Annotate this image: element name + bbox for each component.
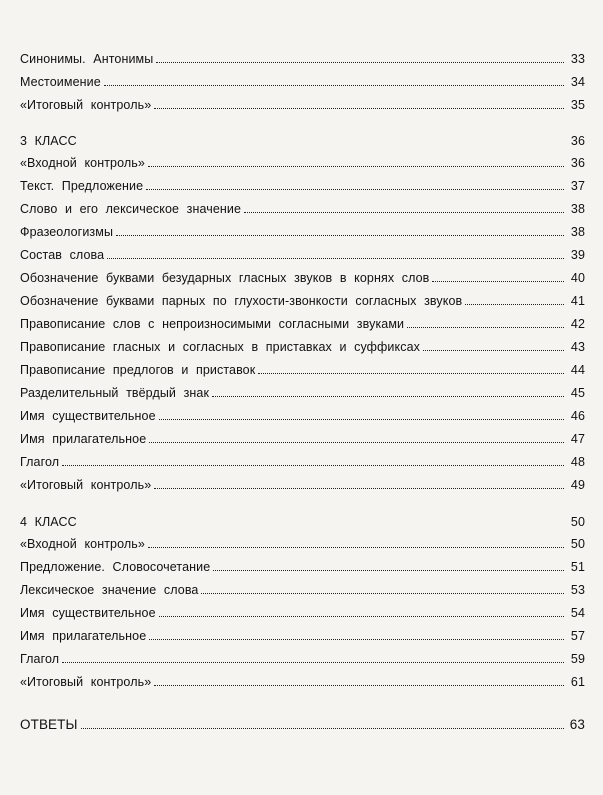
- toc-entry-title: Синонимы. Антонимы: [20, 52, 154, 66]
- toc-entry-title: Местоимение: [20, 75, 101, 89]
- toc-entry-page: 50: [570, 515, 585, 529]
- dot-leader: [148, 165, 564, 167]
- toc-entry-answers[interactable]: [20, 710, 585, 732]
- dot-leader: [116, 234, 564, 236]
- dot-leader: [154, 487, 564, 489]
- dot-leader: [159, 418, 564, 420]
- toc-entry-title: Слово и его лексическое значение: [20, 202, 242, 216]
- dot-leader: [146, 188, 564, 190]
- toc-entry-title: Состав слова: [20, 248, 105, 262]
- dot-leader: [432, 280, 564, 282]
- toc-entry-pronoun[interactable]: [20, 67, 585, 89]
- toc-entry-title: «Входной контроль»: [20, 537, 145, 551]
- toc-entry-page: 51: [570, 560, 585, 574]
- toc-entry-word-lexical-meaning[interactable]: [20, 194, 585, 216]
- toc-entry-adjective-grade3[interactable]: [20, 424, 585, 446]
- toc-entry-title: «Итоговый контроль»: [20, 98, 152, 112]
- toc-entry-page: 42: [570, 317, 585, 331]
- toc-section-grade4[interactable]: [20, 507, 585, 529]
- toc-entry-lexical-meaning[interactable]: [20, 575, 585, 597]
- toc-entry-title: Правописание гласных и согласных в приставках и суффиксах: [20, 340, 420, 354]
- toc-entry-title: Фразеологизмы: [20, 225, 114, 239]
- toc-entry-title: Предложение. Словосочетание: [20, 560, 211, 574]
- toc-entry-title: «Входной контроль»: [20, 156, 145, 170]
- toc-entry-final-control-grade3[interactable]: [20, 470, 585, 492]
- toc-entry-title: Имя прилагательное: [20, 629, 147, 643]
- dot-leader: [149, 441, 564, 443]
- dot-leader: [159, 615, 564, 617]
- toc-entry-page: 36: [570, 134, 585, 148]
- dot-leader: [154, 107, 564, 109]
- toc-entry-title: Разделительный твёрдый знак: [20, 386, 210, 400]
- toc-entry-title: Правописание предлогов и приставок: [20, 363, 256, 377]
- toc-entry-page: 59: [570, 652, 585, 666]
- toc-entry-entry-control-grade4[interactable]: [20, 529, 585, 551]
- dot-leader: [148, 546, 564, 548]
- toc-entry-noun-grade3[interactable]: [20, 401, 585, 423]
- dot-leader: [81, 727, 564, 729]
- toc-entry-title: Правописание слов с непроизносимыми согласными звуками: [20, 317, 405, 331]
- toc-entry-paired-consonants[interactable]: [20, 286, 585, 308]
- toc-entry-final-control-grade4[interactable]: [20, 667, 585, 689]
- toc-entry-page: 44: [570, 363, 585, 377]
- toc-entry-phraseology[interactable]: [20, 217, 585, 239]
- blank-leader: [80, 144, 564, 145]
- toc-entry-text-sentence[interactable]: [20, 171, 585, 193]
- toc-entry-hard-sign[interactable]: [20, 378, 585, 400]
- toc-entry-noun-grade4[interactable]: [20, 598, 585, 620]
- toc-entry-page: 47: [570, 432, 585, 446]
- dot-leader: [201, 592, 564, 594]
- toc-entry-verb-grade4[interactable]: [20, 644, 585, 666]
- blank-leader: [80, 525, 564, 526]
- toc-entry-synonyms-antonyms[interactable]: [20, 44, 585, 66]
- toc-section-grade3[interactable]: [20, 126, 585, 148]
- toc-entry-final-control-grade2[interactable]: [20, 90, 585, 112]
- toc-entry-page: 53: [570, 583, 585, 597]
- toc-entry-title: Имя существительное: [20, 606, 156, 620]
- toc-entry-page: 63: [569, 717, 585, 732]
- toc-entry-page: 34: [570, 75, 585, 89]
- toc-entry-page: 50: [570, 537, 585, 551]
- toc-entry-title: ОТВЕТЫ: [20, 717, 78, 732]
- toc-entry-unstressed-vowels[interactable]: [20, 263, 585, 285]
- dot-leader: [107, 257, 564, 259]
- toc-entry-title: Лексическое значение слова: [20, 583, 199, 597]
- dot-leader: [154, 684, 564, 686]
- dot-leader: [156, 61, 564, 63]
- toc-entry-title: Имя прилагательное: [20, 432, 147, 446]
- dot-leader: [149, 638, 564, 640]
- toc-entry-page: 54: [570, 606, 585, 620]
- toc-entry-page: 40: [570, 271, 585, 285]
- dot-leader: [62, 661, 564, 663]
- toc-entry-title: Глагол: [20, 652, 60, 666]
- toc-entry-silent-consonants[interactable]: [20, 309, 585, 331]
- dot-leader: [423, 349, 564, 351]
- toc-entry-page: 38: [570, 225, 585, 239]
- dot-leader: [62, 464, 564, 466]
- toc-section-title: 3 КЛАСС: [20, 134, 77, 148]
- toc-entry-entry-control-grade3[interactable]: [20, 148, 585, 170]
- toc-entry-sentence-phrase[interactable]: [20, 552, 585, 574]
- toc-entry-prefixes-suffixes[interactable]: [20, 332, 585, 354]
- dot-leader: [244, 211, 564, 213]
- toc-entry-title: Глагол: [20, 455, 60, 469]
- dot-leader: [465, 303, 564, 305]
- toc-entry-adjective-grade4[interactable]: [20, 621, 585, 643]
- toc-entry-page: 43: [570, 340, 585, 354]
- dot-leader: [407, 326, 564, 328]
- toc-entry-page: 36: [570, 156, 585, 170]
- toc-entry-title: Обозначение буквами парных по глухости-звонкости согласных звуков: [20, 294, 463, 308]
- toc-entry-page: 33: [570, 52, 585, 66]
- toc-entry-title: «Итоговый контроль»: [20, 675, 152, 689]
- toc-entry-page: 61: [570, 675, 585, 689]
- toc-entry-page: 38: [570, 202, 585, 216]
- toc-section-title: 4 КЛАСС: [20, 515, 77, 529]
- toc-entry-page: 41: [570, 294, 585, 308]
- toc-entry-page: 49: [570, 478, 585, 492]
- toc-entry-page: 46: [570, 409, 585, 423]
- toc-entry-title: «Итоговый контроль»: [20, 478, 152, 492]
- dot-leader: [104, 84, 564, 86]
- toc-entry-page: 45: [570, 386, 585, 400]
- dot-leader: [212, 395, 564, 397]
- toc-entry-title: Имя существительное: [20, 409, 156, 423]
- toc-entry-title: Обозначение буквами безударных гласных звуков в корнях слов: [20, 271, 430, 285]
- toc-entry-page: 57: [570, 629, 585, 643]
- dot-leader: [258, 372, 564, 374]
- toc-entry-page: 39: [570, 248, 585, 262]
- toc-entry-page: 35: [570, 98, 585, 112]
- toc-entry-page: 37: [570, 179, 585, 193]
- toc-entry-title: Текст. Предложение: [20, 179, 144, 193]
- toc-entry-page: 48: [570, 455, 585, 469]
- toc-entry-verb-grade3[interactable]: [20, 447, 585, 469]
- toc-entry-prepositions-prefixes[interactable]: [20, 355, 585, 377]
- toc-entry-word-composition[interactable]: [20, 240, 585, 262]
- dot-leader: [213, 569, 564, 571]
